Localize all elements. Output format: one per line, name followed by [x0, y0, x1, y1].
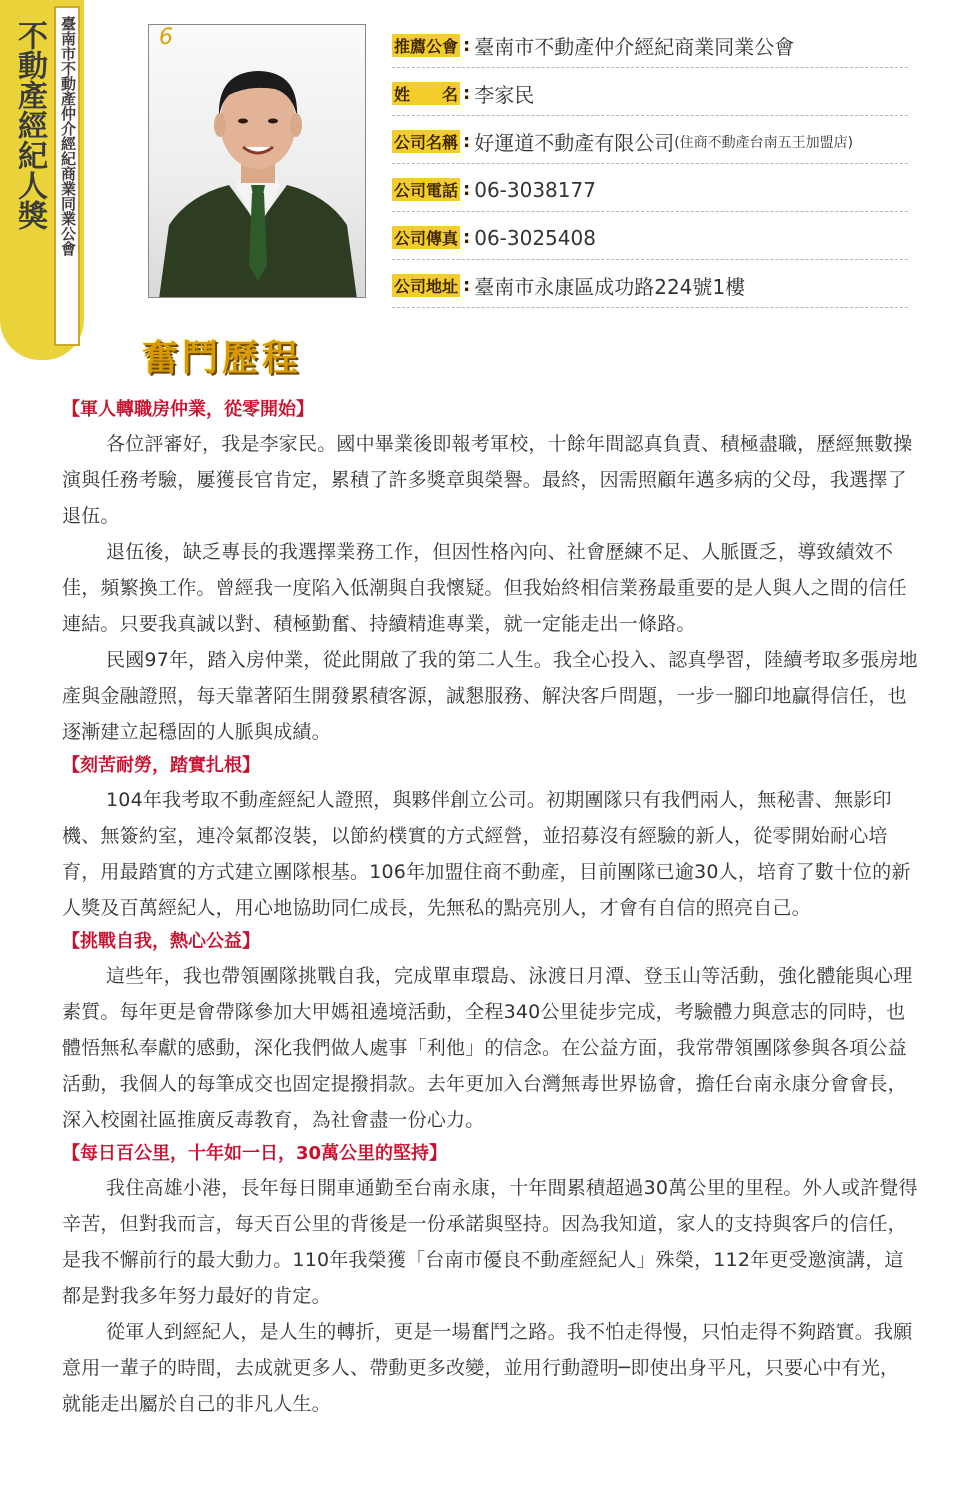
info-value: 臺南市不動產仲介經紀商業同業公會	[474, 35, 795, 59]
paragraph: 104年我考取不動產經紀人證照，與夥伴創立公司。初期團隊只有我們兩人，無秘書、無影印機、無簽約室，連冷氣都沒裝，以節約樸實的方式經營，並招募沒有經驗的新人，從零開始耐心培育，用最踏實的方式建立團隊根基。106年加盟住商不動產，目前團隊已逾30人，培育了數十位的新人獎及百萬經紀人，用心地協助同仁成長，先無私的點亮別人，才會有自信的照亮自己。	[62, 789, 911, 919]
info-colon: :	[463, 131, 471, 152]
info-label: 姓 名	[392, 82, 460, 105]
award-title: 不動產經紀人獎	[12, 20, 47, 230]
info-label: 公司名稱	[392, 130, 460, 153]
paragraph: 退伍後，缺乏專長的我選擇業務工作，但因性格內向、社會歷練不足、人脈匱乏，導致績效不佳，頻繁換工作。曾經我一度陷入低潮與自我懷疑。但我始終相信業務最重要的是人與人之間的信任連結。只要我真誠以對、積極勤奮、持續精進專業，就一定能走出一條路。	[62, 541, 907, 635]
section-title: 【軍人轉職房仲業，從零開始】	[62, 399, 314, 420]
award-banner	[0, 0, 84, 360]
info-colon: :	[463, 179, 471, 200]
association-box	[54, 6, 80, 346]
story-content	[62, 394, 918, 1422]
paragraph: 從軍人到經紀人，是人生的轉折，更是一場奮鬥之路。我不怕走得慢，只怕走得不夠踏實。我願意用一輩子的時間，去成就更多人、帶動更多改變，並用行動證明─即使出身平凡，只要心中有光，就能走出屬於自己的非凡人生。	[62, 1321, 913, 1415]
info-row-association	[392, 20, 908, 68]
section-heading: 奮鬥歷程	[142, 338, 303, 379]
section-title: 【每日百公里，十年如一日，30萬公里的堅持】	[62, 1143, 448, 1164]
section-title: 【挑戰自我，熱心公益】	[62, 931, 260, 952]
paragraph: 民國97年，踏入房仲業，從此開啟了我的第二人生。我全心投入、認真學習，陸續考取多張房地產與金融證照，每天靠著陌生開發累積客源，誠懇服務、解決客戶問題，一步一腳印地贏得信任，也逐漸建立起穩固的人脈與成績。	[62, 649, 918, 743]
info-colon: :	[463, 35, 471, 56]
info-value: 06-3025408	[474, 225, 596, 250]
info-row-name	[392, 68, 908, 116]
info-value: 好運道不動產有限公司	[474, 131, 675, 155]
info-colon: :	[463, 275, 471, 296]
info-value: 臺南市永康區成功路224號1樓	[474, 275, 746, 299]
info-label: 公司地址	[392, 274, 460, 297]
info-label: 推薦公會	[392, 34, 460, 57]
section-title: 【刻苦耐勞，踏實扎根】	[62, 755, 260, 776]
association-name: 臺南市不動產仲介經紀商業同業公會	[59, 16, 77, 256]
info-label: 公司傳真	[392, 226, 460, 249]
portrait-illustration	[149, 25, 366, 298]
info-list	[392, 20, 908, 308]
info-row-phone	[392, 164, 908, 212]
info-row-address	[392, 260, 908, 308]
info-label: 公司電話	[392, 178, 460, 201]
paragraph: 我住高雄小港，長年每日開車通勤至台南永康，十年間累積超過30萬公里的里程。外人或許覺得辛苦，但對我而言，每天百公里的背後是一份承諾與堅持。因為我知道，家人的支持與客戶的信任，是我不懈前行的最大動力。110年我榮獲「台南市優良不動產經紀人」殊榮，112年更受邀演講，這都是對我多年努力最好的肯定。	[62, 1177, 918, 1307]
photo-mark: 6	[159, 25, 173, 50]
info-colon: :	[463, 227, 471, 248]
info-value: 06-3038177	[474, 177, 596, 202]
info-row-company	[392, 116, 908, 164]
info-value: 李家民	[474, 83, 535, 107]
portrait-photo	[148, 24, 366, 298]
paragraph: 各位評審好，我是李家民。國中畢業後即報考軍校，十餘年間認真負責、積極盡職，歷經無數操演與任務考驗，屢獲長官肯定，累積了許多獎章與榮譽。最終，因需照顧年邁多病的父母，我選擇了退伍。	[62, 433, 913, 527]
paragraph: 這些年，我也帶領團隊挑戰自我，完成單車環島、泳渡日月潭、登玉山等活動，強化體能與心理素質。每年更是會帶隊參加大甲媽祖遶境活動，全程340公里徒步完成，考驗體力與意志的同時，也體悟無私奉獻的感動，深化我們做人處事「利他」的信念。在公益方面，我常帶領團隊參與各項公益活動，我個人的每筆成交也固定提撥捐款。去年更加入台灣無毒世界協會，擔任台南永康分會會長，深入校園社區推廣反毒教育，為社會盡一份心力。	[62, 965, 913, 1131]
info-colon: :	[463, 83, 471, 104]
info-row-fax	[392, 212, 908, 260]
info-note: (住商不動產台南五王加盟店)	[674, 134, 854, 151]
